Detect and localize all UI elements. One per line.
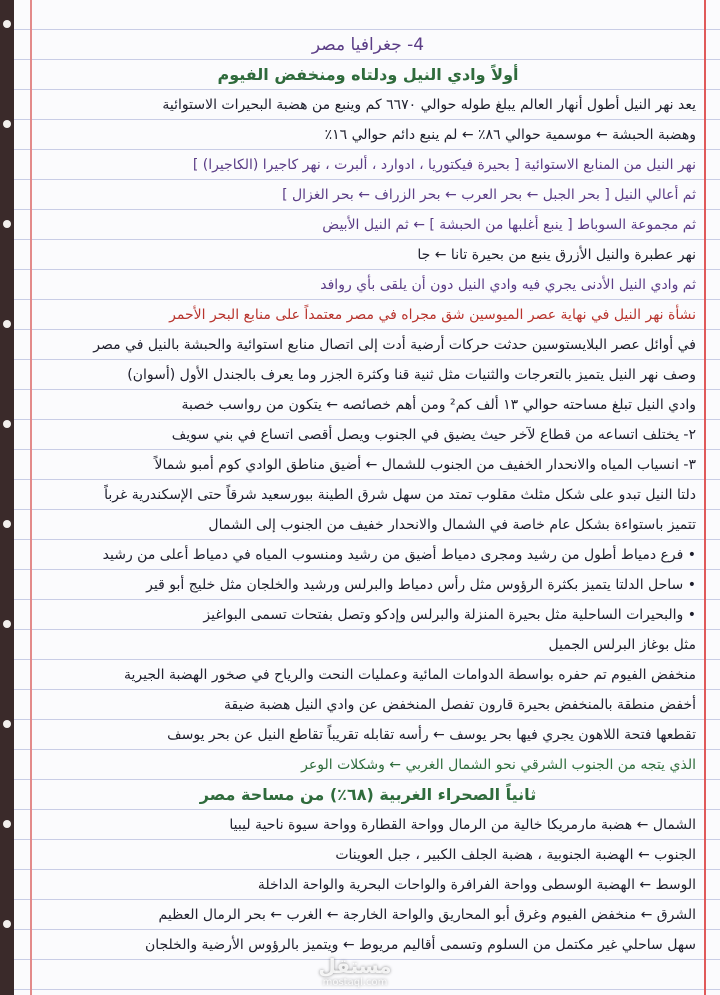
note-line: ٢- يختلف اتساعه من قطاع لآخر حيث يضيق في الجنوب ويصل أقصى اتساع في بني سويف — [171, 427, 696, 443]
binding-hole — [3, 620, 11, 628]
right-margin-line — [704, 0, 706, 995]
note-line: نهر عطبرة والنيل الأزرق ينبع من بحيرة تانا ← جا — [417, 247, 696, 263]
note-line: في أوائل عصر البلايستوسين حدثت حركات أرضية أدت إلى اتصال منابع استوائية والحبشة بالنيل في مصر — [93, 337, 696, 353]
note-lines — [34, 90, 702, 960]
binding-hole — [3, 820, 11, 828]
watermark-brand: مستقل — [318, 954, 392, 978]
note-line: دلتا النيل تبدو على شكل مثلث مقلوب تمتد من سهل شرق الطينة ببورسعيد شرقاً حتى الإسكندرية غرباً — [104, 487, 696, 503]
binding-hole — [3, 720, 11, 728]
mostaql-watermark — [300, 955, 410, 989]
binding-hole — [3, 120, 11, 128]
binding-hole — [3, 420, 11, 428]
section-heading: أولاً وادي النيل ودلتاه ومنخفض الفيوم — [217, 65, 519, 84]
note-line: الشرق ← منخفض الفيوم وغرق أبو المحاريق والواحة الخارجة ← الغرب ← بحر الرمال العظيم — [158, 907, 696, 923]
note-line: الوسط ← الهضبة الوسطى وواحة الفرافرة والواحات البحرية والواحة الداخلة — [257, 877, 696, 893]
note-line: نشأة نهر النيل في نهاية عصر الميوسين شق مجراه في مصر معتمداً على منابع البحر الأحمر — [169, 307, 696, 323]
note-line: ثم وادي النيل الأدنى يجري فيه وادي النيل دون أن يلقى بأي روافد — [320, 277, 696, 293]
binding-hole — [3, 220, 11, 228]
note-line: وادي النيل تبلغ مساحته حوالي ١٣ ألف كم² ومن أهم خصائصه ← يتكون من رواسب خصبة — [181, 397, 696, 413]
note-line: الجنوب ← الهضبة الجنوبية ، هضبة الجلف الكبير ، جبل العوينات — [335, 847, 696, 863]
note-line: نهر النيل من المنابع الاستوائية [ بحيرة فيكتوريا ، ادوارد ، ألبرت ، نهر كاجيرا (الكاجيرا) ] — [192, 157, 696, 173]
note-line: • فرع دمياط أطول من رشيد ومجرى دمياط أضيق من رشيد ومنسوب المياه في دمياط أعلى من رشيد — [102, 547, 696, 563]
section-heading: ثانياً الصحراء الغربية (٦٨٪) من مساحة مصر — [199, 785, 537, 804]
note-line: الشمال ← هضبة مارمريكا خالية من الرمال وواحة القطارة وواحة سيوة ناحية ليبيا — [229, 817, 696, 833]
note-line: ثم أعالي النيل [ بحر الجبل ← بحر العرب ← بحر الزراف ← بحر الغزال ] — [282, 187, 696, 203]
note-line: • ساحل الدلتا يتميز بكثرة الرؤوس مثل رأس دمياط والبرلس ورشيد والخلجان مثل خليج أبو قير — [146, 577, 696, 593]
note-line: تتميز باستواءة بشكل عام خاصة في الشمال والانحدار خفيف من الجنوب إلى الشمال — [208, 517, 696, 533]
binding-hole — [3, 520, 11, 528]
note-line: يعد نهر النيل أطول أنهار العالم يبلغ طوله حوالي ٦٦٧٠ كم وينبع من هضبة البحيرات الاستوائية — [162, 97, 696, 113]
note-line: ثم مجموعة السوباط [ ينبع أغلبها من الحبشة ] ← ثم النيل الأبيض — [322, 217, 696, 233]
note-line: أخفض منطقة بالمنخفض بحيرة قارون تفصل المنخفض عن وادي النيل هضبة ضيقة — [223, 697, 696, 713]
note-line: الذي يتجه من الجنوب الشرقي نحو الشمال الغربي ← وشكلات الوعر — [301, 757, 696, 773]
watermark-domain: mostaql.com — [322, 977, 388, 988]
binding-hole — [3, 920, 11, 928]
note-line: وهضبة الحبشة ← موسمية حوالي ٨٦٪ ← لم ينبع دائم حوالي ١٦٪ — [324, 127, 696, 143]
note-line: سهل ساحلي غير مكتمل من السلوم وتسمى أقاليم مريوط ← ويتميز بالرؤوس الأرضية والخلجان — [144, 937, 696, 953]
note-line: تقطعها فتحة اللاهون يجري فيها بحر يوسف ← رأسه تقابله تقريباً تقاطع النيل عن بحر يوسف — [167, 727, 696, 743]
note-line: وصف نهر النيل يتميز بالتعرجات والثنيات مثل ثنية قنا وكثرة الجزر وما يعرف بالجندل الأول (أسوان) — [127, 367, 696, 383]
note-line: • والبحيرات الساحلية مثل بحيرة المنزلة والبرلس وإدكو وتصل بفتحات تسمى البواغيز — [203, 607, 696, 623]
page-title: 4- جغرافيا مصر — [311, 35, 425, 55]
note-line: ٣- انسياب المياه والانحدار الخفيف من الجنوب للشمال ← أضيق مناطق الوادي كوم أمبو شمالاً — [154, 457, 696, 473]
binding-hole — [3, 320, 11, 328]
note-line: مثل بوغاز البرلس الجميل — [548, 637, 696, 653]
left-margin-line — [30, 0, 32, 995]
note-line: منخفض الفيوم تم حفره بواسطة الدوامات المائية وعمليات النحت والرياح في صخور الهضبة الجيرية — [123, 667, 696, 683]
binding-hole — [3, 20, 11, 28]
handwritten-notes — [34, 30, 702, 960]
binding-strip — [0, 0, 14, 995]
